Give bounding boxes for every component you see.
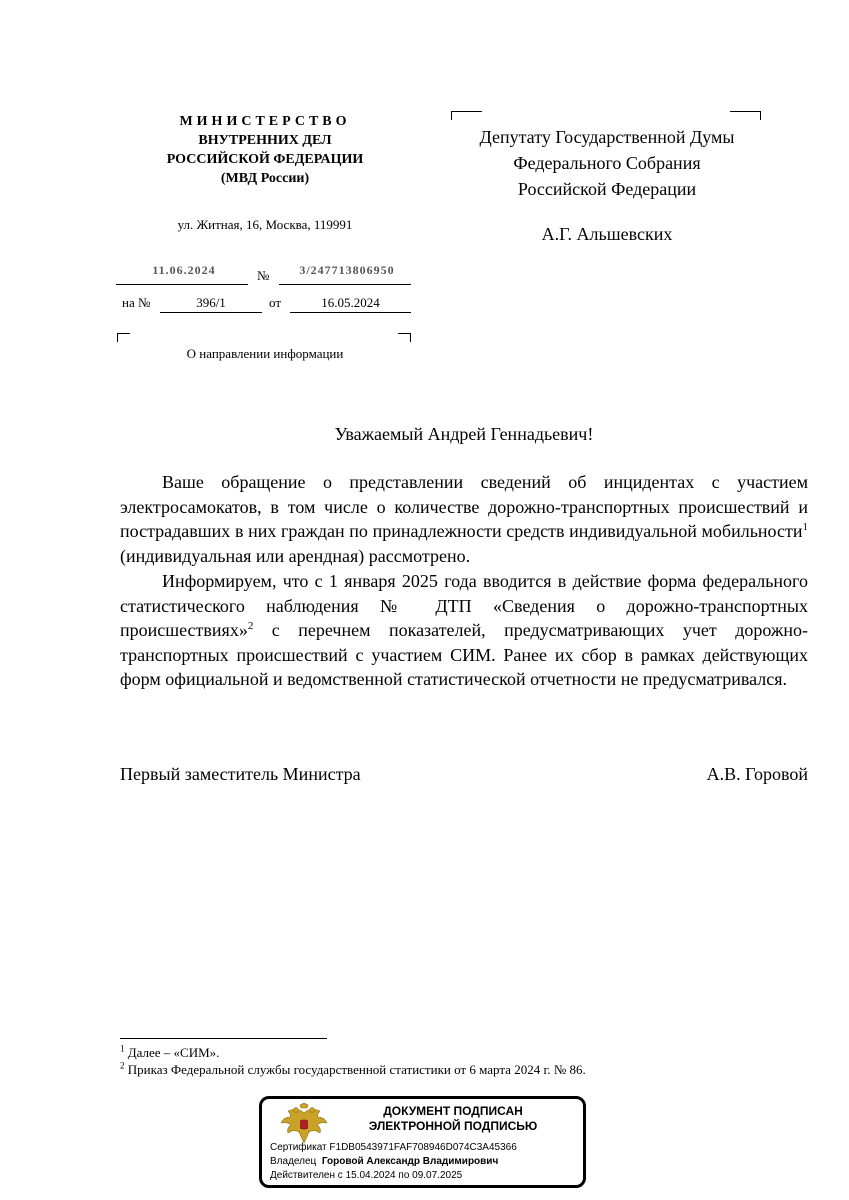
reply-to-label: на № [122,295,151,310]
signer-position: Первый заместитель Министра [120,764,361,784]
recipient-corner-left [451,111,482,120]
paragraph-2-tail: с перечнем показателей, предусматривающих учет дорожно-транспортных происшествий с участием СИМ. Ранее их сбор в рамках действующих форм официальной и ведомственной статистической отчетности не предусматривался. [120,620,808,690]
recipient-line-2: Федерального Собрания [513,153,701,173]
stamp-title [338,1104,568,1134]
outgoing-date: 11.06.2024 [152,263,216,277]
ministry-address: ул. Житная, 16, Москва, 119991 [177,217,353,232]
stamp-owner [270,1156,498,1167]
footnote-2-text: Приказ Федеральной службы государственной статистики от 6 марта 2024 г. № 86. [124,1062,586,1077]
footnote-ref-2: 2 [247,620,254,633]
recipient-name: А.Г. Альшевских [541,224,673,244]
stamp-title-line-1: ДОКУМЕНТ ПОДПИСАН [383,1104,523,1118]
ministry-line-4: (МВД России) [220,171,310,186]
outgoing-date-line [116,284,248,285]
recipient-line-1: Депутату Государственной Думы [479,127,735,147]
outgoing-number-line [279,284,411,285]
reply-date-label: от [269,295,282,310]
recipient-block [452,124,762,202]
stamp-owner-label: Владелец [270,1156,317,1167]
stamp-title-line-2: ЭЛЕКТРОННОЙ ПОДПИСЬЮ [368,1119,538,1133]
reply-to-number-line [160,312,262,313]
double-headed-eagle-emblem-icon [278,1103,330,1147]
footnote-1-mark: 1 [120,1043,125,1054]
footnote-separator [120,1038,327,1039]
salutation: Уважаемый Андрей Геннадьевич! [334,424,594,444]
ministry-line-3: РОССИЙСКОЙ ФЕДЕРАЦИИ [166,152,364,167]
stamp-owner-value: Горовой Александр Владимирович [321,1156,499,1167]
stamp-certificate-label: Сертификат [270,1142,327,1153]
subject-corner-left [117,333,130,342]
footnote-1 [120,1045,219,1061]
footnote-ref-1: 1 [802,521,808,534]
ministry-line-2: ВНУТРЕННИХ ДЕЛ [198,133,332,148]
recipient-corner-right [730,111,761,120]
footnote-1-text: Далее – «СИМ». [124,1045,220,1060]
paragraph-2 [120,569,808,692]
ministry-line-1: МИНИСТЕРСТВО [179,114,351,129]
reply-date: 16.05.2024 [321,295,380,310]
electronic-signature-stamp [259,1096,586,1188]
paragraph-1-tail: (индивидуальная или арендная) рассмотрено. [120,545,471,566]
reply-date-line [290,312,411,313]
reply-to-number: 396/1 [196,295,226,310]
ministry-header [120,112,410,188]
footnote-2 [120,1062,586,1078]
footnote-2-mark: 2 [120,1060,125,1071]
stamp-certificate [270,1142,517,1153]
paragraph-1-text: Ваше обращение о представлении сведений об инцидентах с участием электросамокатов, в том числе о количестве дорожно-транспортных происшествий и пострадавших в них граждан по принадлежности средств индивидуальной мобильности [120,472,808,542]
letter-subject: О направлении информации [186,346,344,361]
paragraph-1 [120,470,808,568]
stamp-validity: Действителен с 15.04.2024 по 09.07.2025 [270,1170,463,1181]
signer-name: А.В. Горовой [706,764,808,784]
recipient-line-3: Российской Федерации [517,179,697,199]
subject-corner-right [398,333,411,342]
paragraph-2-text: Информируем, что с 1 января 2025 года вводится в действие форма федерального статистического наблюдения № ДТП «Сведения о дорожно-транспортных происшествиях» [120,571,808,641]
outgoing-number: 3/247713806950 [299,263,395,277]
stamp-certificate-value: F1DB0543971FAF708946D074C3A45366 [329,1142,517,1153]
number-sign: № [257,268,270,283]
